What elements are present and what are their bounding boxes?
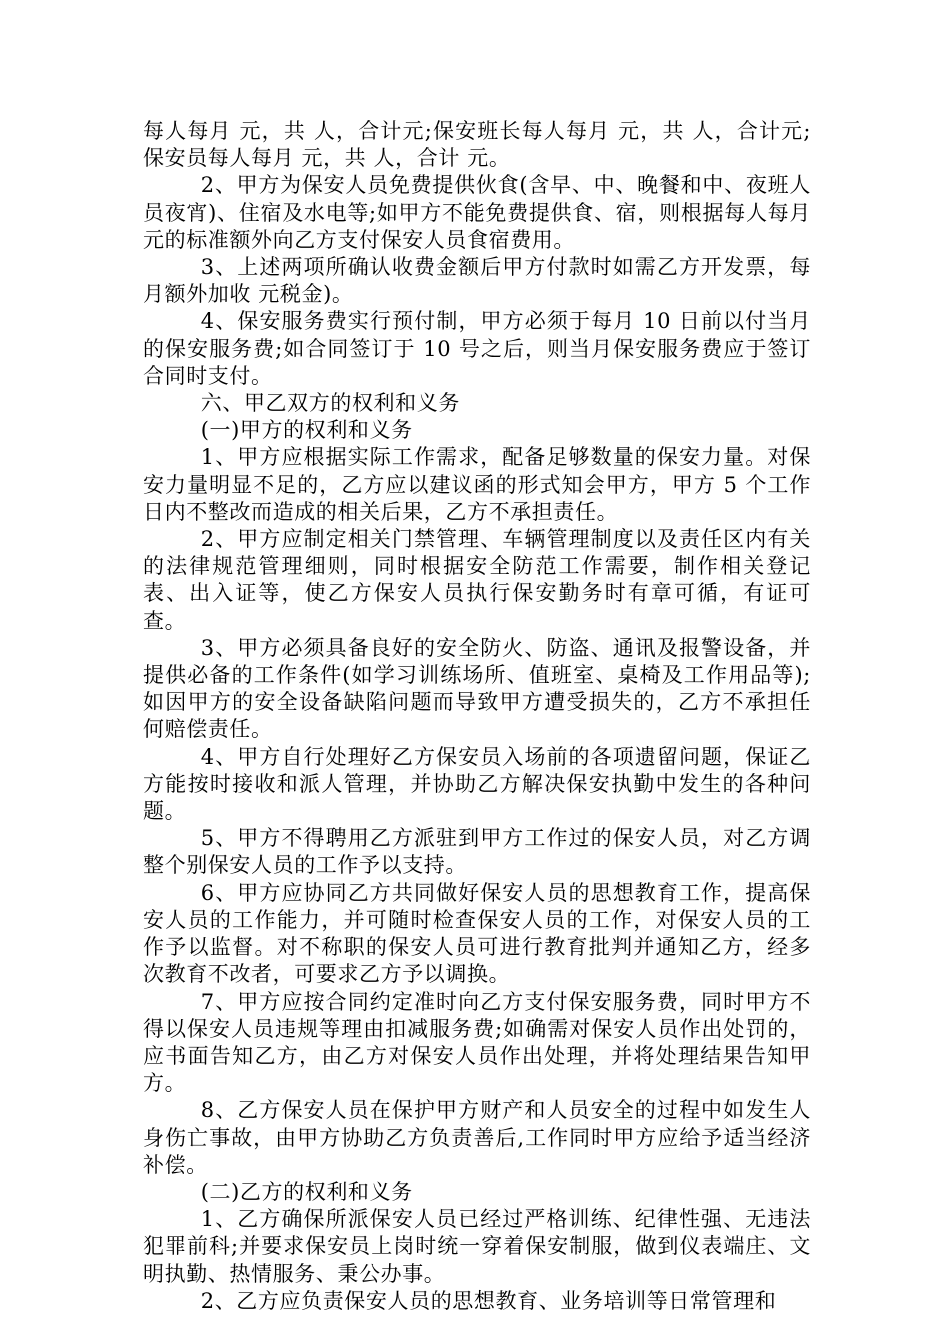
- subsection-heading-party-a: (一)甲方的权利和义务: [200, 418, 413, 443]
- paragraph-fee-summary: 每人每月 元，共 人，合计元;保安班长每人每月 元，共 人，合计元;保安员每人每月 元，共 人，合计 元。: [143, 119, 811, 171]
- paragraph-party-a-item-6: 6、甲方应协同乙方共同做好保安人员的思想教育工作，提高保安人员的工作能力，并可随时检查保安人员的工作，对保安人员的工作予以监督。对不称职的保安人员可进行教育批判并通知乙方，经多次教育不改者，可要求乙方予以调换。: [143, 880, 811, 987]
- paragraph-party-a-item-4: 4、甲方自行处理好乙方保安员入场前的各项遗留问题，保证乙方能按时接收和派人管理，并协助乙方解决保安执勤中发生的各种问题。: [143, 744, 811, 824]
- section-heading-rights: 六、甲乙双方的权利和义务: [200, 391, 460, 416]
- paragraph-item-3-invoice: 3、上述两项所确认收费金额后甲方付款时如需乙方开发票，每月额外加收 元税金)。: [143, 255, 811, 307]
- paragraph-party-a-item-3: 3、甲方必须具备良好的安全防火、防盗、通讯及报警设备，并提供必备的工作条件(如学习训练场所、值班室、桌椅及工作用品等);如因甲方的安全设备缺陷问题而导致甲方遭受损失的，乙方不承担任何赔偿责任。: [143, 635, 811, 742]
- document-body: [143, 118, 811, 1315]
- paragraph-party-a-item-7: 7、甲方应按合同约定准时向乙方支付保安服务费，同时甲方不得以保安人员违规等理由扣减服务费;如确需对保安人员作出处罚的，应书面告知乙方，由乙方对保安人员作出处理，并将处理结果告知甲方。: [143, 989, 811, 1096]
- paragraph-party-b-item-1: 1、乙方确保所派保安人员已经过严格训练、纪律性强、无违法犯罪前科;并要求保安员上岗时统一穿着保安制服，做到仪表端庄、文明执勤、热情服务、秉公办事。: [143, 1207, 811, 1286]
- paragraph-party-a-item-1: 1、甲方应根据实际工作需求，配备足够数量的保安力量。对保安力量明显不足的，乙方应以建议函的形式知会甲方，甲方 5 个工作日内不整改而造成的相关后果，乙方不承担责任。: [143, 445, 811, 524]
- paragraph-party-a-item-5: 5、甲方不得聘用乙方派驻到甲方工作过的保安人员，对乙方调整个别保安人员的工作予以支持。: [143, 826, 811, 878]
- paragraph-party-a-item-8: 8、乙方保安人员在保护甲方财产和人员安全的过程中如发生人身伤亡事故，由甲方协助乙方负责善后,工作同时甲方应给予适当经济补偿。: [143, 1098, 811, 1177]
- paragraph-party-b-item-2: 2、乙方应负责保安人员的思想教育、业务培训等日常管理和: [200, 1288, 777, 1313]
- subsection-heading-party-b: (二)乙方的权利和义务: [200, 1179, 413, 1204]
- paragraph-item-4-prepay: 4、保安服务费实行预付制，甲方必须于每月 10 日前以付当月的保安服务费;如合同签订于 10 号之后，则当月保安服务费应于签订合同时支付。: [143, 309, 811, 388]
- paragraph-party-a-item-2: 2、甲方应制定相关门禁管理、车辆管理制度以及责任区内有关的法律规范管理细则，同时根据安全防范工作需要，制作相关登记表、出入证等，使乙方保安人员执行保安勤务时有章可循，有证可查。: [143, 527, 811, 633]
- paragraph-item-2-meals: 2、甲方为保安人员免费提供伙食(含早、中、晚餐和中、夜班人员夜宵)、住宿及水电等;如甲方不能免费提供食、宿，则根据每人每月元的标准额外向乙方支付保安人员食宿费用。: [143, 173, 811, 252]
